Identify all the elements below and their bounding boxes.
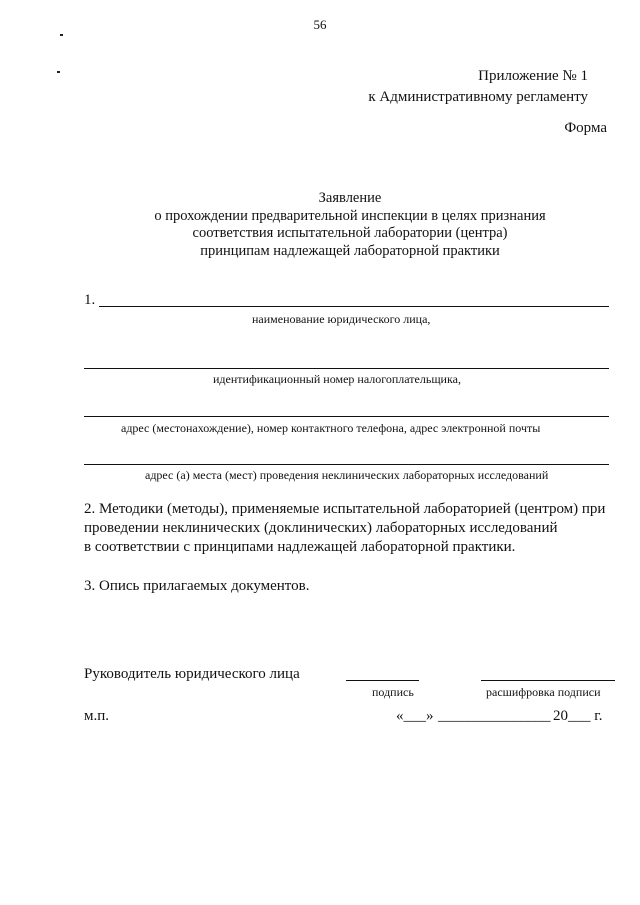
appendix-number: Приложение № 1: [478, 68, 588, 84]
legal-entity-name-caption: наименование юридического лица,: [252, 312, 431, 326]
title-heading: Заявление: [318, 190, 382, 206]
study-sites-line[interactable]: [84, 464, 609, 465]
signature-decoding-caption: расшифровка подписи: [486, 685, 601, 699]
section3-attachments: 3. Опись прилагаемых документов.: [84, 578, 310, 594]
section2-line: 2. Методики (методы), применяемые испытательной лабораторией (центром) при: [84, 501, 606, 517]
study-sites-caption: адрес (а) места (мест) проведения неклинических лабораторных исследований: [145, 468, 549, 482]
section2-line: проведении неклинических (доклинических) лабораторных исследований: [84, 520, 558, 536]
legal-entity-name-line[interactable]: [99, 306, 609, 307]
appendix-regulation: к Административному регламенту: [368, 89, 588, 105]
address-contacts-line[interactable]: [84, 416, 609, 417]
section1-number: 1.: [84, 292, 96, 308]
tax-id-line[interactable]: [84, 368, 609, 369]
title-line: соответствия испытательной лаборатории (центра): [192, 225, 508, 241]
form-label: Форма: [564, 120, 607, 136]
head-of-entity-label: Руководитель юридического лица: [84, 666, 300, 682]
title-line: о прохождении предварительной инспекции в целях признания: [154, 207, 546, 224]
signature-decoding-line[interactable]: [481, 680, 615, 681]
date-day-field[interactable]: «___»: [396, 708, 434, 724]
title-line: принципам надлежащей лабораторной практики: [200, 242, 500, 259]
scan-speck: [60, 34, 63, 36]
scan-speck: [57, 71, 60, 73]
signature-line[interactable]: [346, 680, 419, 681]
stamp-place-label: м.п.: [84, 708, 110, 724]
address-contacts-caption: адрес (местонахождение), номер контактного телефона, адрес электронной почты: [121, 421, 541, 435]
document-title: [0, 190, 640, 260]
date-year-field[interactable]: 20___ г.: [553, 708, 603, 724]
appendix-reference: [368, 66, 588, 108]
signature-caption: подпись: [372, 685, 414, 699]
date-month-field[interactable]: _______________: [438, 708, 551, 724]
tax-id-caption: идентификационный номер налогоплательщика,: [213, 372, 461, 386]
section2-line: в соответствии с принципами надлежащей лабораторной практики.: [84, 539, 516, 555]
section2-methods: [84, 500, 605, 557]
page-number: 56: [313, 17, 327, 32]
